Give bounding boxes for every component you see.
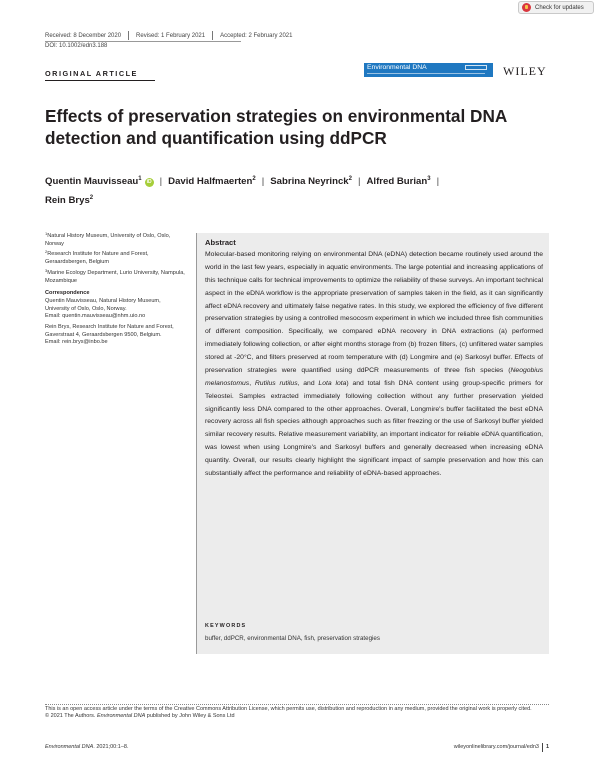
author-affiliation-mark: 3 bbox=[427, 176, 431, 182]
author-list bbox=[45, 172, 550, 210]
journal-banner-badge bbox=[465, 65, 487, 70]
footer-citation bbox=[45, 744, 128, 750]
article-history bbox=[45, 31, 292, 40]
affiliation-mark: 3 bbox=[45, 267, 48, 273]
orcid-icon[interactable]: iD bbox=[146, 179, 152, 185]
affiliation bbox=[45, 251, 185, 266]
author-affiliation-mark: 1 bbox=[138, 176, 142, 182]
affiliation-mark: 1 bbox=[45, 231, 48, 236]
article-type: ORIGINAL ARTICLE bbox=[45, 69, 138, 78]
check-for-updates-button[interactable] bbox=[518, 1, 594, 14]
copyright-text: published by John Wiley & Sons Ltd bbox=[145, 713, 235, 720]
check-for-updates-label: Check for updates bbox=[535, 4, 584, 11]
history-divider bbox=[45, 41, 241, 42]
affiliation-mark: 2 bbox=[45, 249, 48, 255]
author-affiliation-mark: 2 bbox=[348, 176, 352, 182]
author-name[interactable]: Alfred Burian bbox=[366, 176, 428, 187]
copyright-text: © 2021 The Authors. bbox=[45, 713, 97, 720]
article-type-underline bbox=[45, 80, 155, 81]
affiliation-text: Research Institute for Nature and Forest, Geraardsbergen, Belgium bbox=[45, 251, 149, 266]
species-name: Rutilus rutilus bbox=[254, 379, 298, 387]
license-divider bbox=[45, 704, 549, 705]
author-affiliation-mark: 2 bbox=[252, 176, 256, 182]
correspondence-address: Quentin Mauvisseau, Natural History Museum, University of Oslo, Oslo, Norway. bbox=[45, 297, 161, 312]
history-separator bbox=[128, 31, 129, 40]
revised-date: Revised: 1 February 2021 bbox=[136, 32, 206, 39]
affiliation bbox=[45, 233, 185, 248]
keywords-list: buffer, ddPCR, environmental DNA, fish, preservation strategies bbox=[205, 635, 380, 642]
publisher-logo[interactable]: WILEY bbox=[503, 64, 547, 78]
author-name[interactable]: Quentin Mauvisseau bbox=[45, 176, 139, 187]
footer-volume: . 2021;00:1–8. bbox=[93, 744, 129, 750]
affiliations-column bbox=[45, 233, 185, 350]
correspondence-entry bbox=[45, 298, 185, 321]
author-separator: | bbox=[159, 176, 163, 187]
journal-banner[interactable] bbox=[364, 63, 493, 77]
received-date: Received: 8 December 2020 bbox=[45, 32, 122, 39]
affiliation-text: Marine Ecology Department, Lurio University, Nampula, Mozambique bbox=[45, 269, 185, 284]
abstract-text-part: ) and total fish DNA content using group-specific primers for Teleostei. Samples extracted immediately following collection without any further preservation yielded significantly less DNA compared to the other approaches. Overall, Longmire's buffer facilitated the best eDNA recovery across all fish species although approaches such as filter freezing or the use of Sarkosyl buffer yielded similar recovery results. Relative measurement variability, an important indicator for reliable eDNA quantification, was lowest when using Longmire's and Sarkosyl buffers and generally decreased when increasing eDNA quantity. Overall, our results clearly highlight the significant impact of sample preservation and how this can substantially affect the performance and reliability of eDNA-based approaches. bbox=[205, 379, 543, 477]
license-notice bbox=[45, 706, 549, 721]
abstract-heading: Abstract bbox=[205, 238, 236, 247]
page-footer bbox=[45, 744, 549, 754]
accepted-date: Accepted: 2 February 2021 bbox=[220, 32, 293, 39]
keywords-heading: KEYWORDS bbox=[205, 623, 247, 629]
affiliation-text: Natural History Museum, University of Oslo, Oslo, Norway bbox=[45, 233, 171, 247]
abstract-body bbox=[205, 249, 543, 481]
species-name: Lota lota bbox=[318, 379, 347, 387]
author-name[interactable]: David Halfmaerten bbox=[168, 176, 253, 187]
author-separator: | bbox=[436, 176, 440, 187]
abstract-text-part: , and bbox=[297, 379, 319, 387]
footer-separator bbox=[542, 743, 543, 752]
author-separator: | bbox=[357, 176, 361, 187]
correspondence-heading: Correspondence bbox=[45, 290, 90, 297]
abstract-text-part: , bbox=[249, 379, 255, 387]
affiliation bbox=[45, 267, 185, 285]
correspondence-email[interactable]: Email: quentin.mauvisseau@nhm.uio.no bbox=[45, 313, 146, 320]
journal-banner-name: Environmental DNA bbox=[367, 64, 427, 71]
page-number: 1 bbox=[545, 744, 549, 750]
correspondence-email[interactable]: Email: rein.brys@inbo.be bbox=[45, 339, 108, 346]
correspondence-address: Rein Brys, Research Institute for Nature and Forest, Gaverstraat 4, Geraardsbergen 9500, Belgium. bbox=[45, 324, 174, 338]
journal-banner-tagline bbox=[367, 73, 485, 74]
footer-journal: Environmental DNA bbox=[45, 744, 94, 750]
footer-url[interactable]: wileyonlinelibrary.com/journal/edn3 bbox=[453, 744, 539, 750]
license-text: This is an open access article under the terms of the Creative Commons Attribution License, which permits use, distribution and reproduction in any medium, provided the original work is properly cited. bbox=[45, 706, 532, 712]
author-name[interactable]: Sabrina Neyrinck bbox=[270, 176, 349, 187]
correspondence-entry bbox=[45, 324, 185, 347]
check-for-updates-icon bbox=[522, 3, 531, 12]
history-separator bbox=[212, 31, 213, 40]
abstract-text-part: Molecular-based monitoring relying on environmental DNA (eDNA) detection became routinely used around the world in the last few years, especially in aquatic environments. The large potential and increasing applications of this technique calls for technical improvements to optimize the reliability of these surveys. An important technical aspect in the eDNA workflow is the appropriate preservation of samples taken in the field, as it can significantly affect eDNA recovery and ultimately false negative rates. In this study, we explored the efficiency of five different preservation strategies by using a controlled mesocosm experiment in which we included three fish communities of different composition. Specifically, we compared eDNA recovery in DNA extractions (a) performed immediately following collection, or after eight months storage from (b) frozen filters, (c) unfiltered water samples stored at -20°C, and filters preserved at room temperature with (d) Longmire and (e) Sarkosyl buffer. Effects of preservation strategies were quantified using ddPCR measurements of three fish species ( bbox=[205, 251, 543, 374]
author-name[interactable]: Rein Brys bbox=[45, 195, 90, 206]
author-affiliation-mark: 2 bbox=[89, 195, 94, 201]
species-name: Neogobius melanostomus bbox=[205, 366, 543, 387]
article-title: Effects of preservation strategies on environmental DNA detection and quantification using ddPCR bbox=[45, 106, 507, 148]
doi[interactable]: DOI: 10.1002/edn3.188 bbox=[45, 43, 108, 49]
copyright-journal: Environmental DNA bbox=[96, 713, 146, 720]
author-separator: | bbox=[261, 176, 265, 187]
